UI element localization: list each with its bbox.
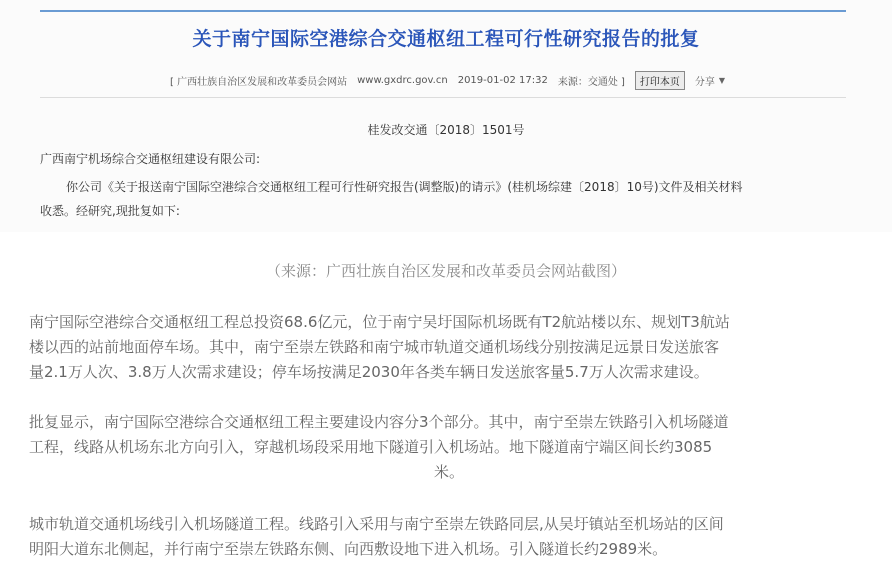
chevron-down-icon[interactable]: ▼ [718,75,726,85]
source-site: [ 广西壮族自治区发展和改革委员会网站 [170,76,348,88]
publish-datetime: 2019-01-02 17:32 [457,74,548,86]
share-button[interactable]: 分享 [694,76,715,88]
document-number: 桂发改交通〔2018〕1501号 [367,123,525,137]
header-rule [40,10,846,12]
paragraph-railway-tunnel [29,410,869,485]
paragraph-metro-tunnel [29,512,869,562]
image-caption: （来源：广西壮族自治区发展和改革委员会网站截图） [265,262,626,280]
source-department: 来源：交通处 ] [557,76,625,88]
paragraph-line: 工程，线路从机场东北方向引入，穿越机场段采用地下隧道引入机场站。地下隧道南宁端区间长约3085 [29,438,713,456]
paragraph-line: 南宁国际空港综合交通枢纽工程总投资68.6亿元，位于南宁吴圩国际机场既有T2航站楼以东、规划T3航站 [29,313,730,331]
paragraph-investment [29,310,869,385]
body-line-1: 你公司《关于报送南宁国际空港综合交通枢纽工程可行性研究报告(调整版)的请示》(桂机场综建〔2018〕10号)文件及相关材料 [66,180,743,194]
site-url[interactable]: www.gxdrc.gov.cn [357,74,448,86]
paragraph-line: 楼以西的站前地面停车场。其中，南宁至崇左铁路和南宁城市轨道交通机场线分别按满足远景日发送旅客 [29,338,720,356]
meta-row [170,70,810,90]
paragraph-line: 城市轨道交通机场线引入机场隧道工程。线路引入采用与南宁至崇左铁路同层,从吴圩镇站至机场站的区间 [29,515,724,533]
paragraph-line: 米。 [433,463,464,481]
addressee: 广西南宁机场综合交通枢纽建设有限公司: [40,152,261,166]
paragraph-line: 量2.1万人次、3.8万人次需求建设；停车场按满足2030年各类车辆日发送旅客量5.7万人次需求建设。 [29,363,709,381]
website-screenshot [0,0,892,232]
print-button[interactable]: 打印本页 [635,71,685,90]
meta-divider [40,97,846,98]
document-title: 关于南宁国际空港综合交通枢纽工程可行性研究报告的批复 [192,28,700,50]
body-line-2: 收悉。经研究,现批复如下: [40,204,180,218]
paragraph-line: 批复显示，南宁国际空港综合交通枢纽工程主要建设内容分3个部分。其中，南宁至崇左铁路引入机场隧道 [29,413,729,431]
paragraph-line: 明阳大道东北侧起，并行南宁至崇左铁路东侧、向西敷设地下进入机场。引入隧道长约2989米。 [29,540,668,558]
